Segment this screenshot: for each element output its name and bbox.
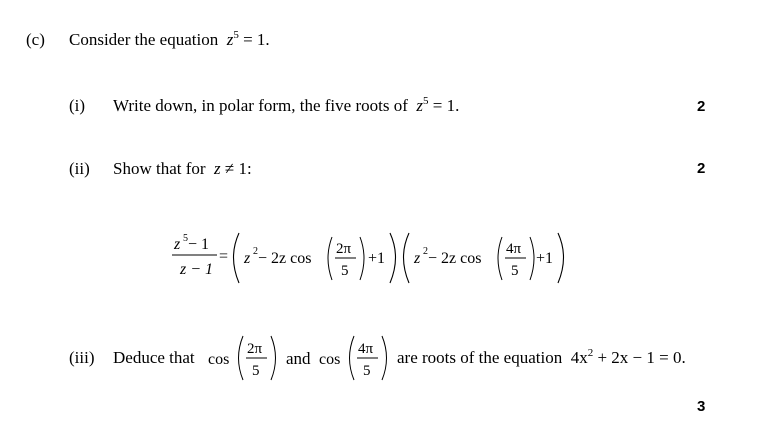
factor1-exponent: 2 <box>253 246 258 257</box>
factor1-inner-left-paren <box>328 237 332 280</box>
part-i-label: (i) <box>69 96 86 115</box>
factor2-z: z <box>414 250 421 267</box>
cos2-frac-numerator: 4π <box>358 341 374 357</box>
part-iii-end-text: are roots of the equation <box>397 348 563 367</box>
factor2-frac-numerator: 4π <box>506 241 522 257</box>
factor2-exponent: 2 <box>423 246 428 257</box>
part-ii-label: (ii) <box>69 159 90 178</box>
factor1-right-paren <box>390 233 396 283</box>
factor2-tail: +1 <box>536 250 554 267</box>
lhs-numerator-z: z <box>174 236 181 253</box>
cos1-frac-numerator: 2π <box>247 341 263 357</box>
part-i-question <box>113 96 459 116</box>
factor2-left-paren <box>404 233 410 283</box>
cos2-frac-denominator: 5 <box>363 363 371 379</box>
lhs-numerator-exponent: 5 <box>183 233 188 244</box>
factor1-frac-numerator: 2π <box>336 241 352 257</box>
lhs-numerator-rest: − 1 <box>188 236 210 253</box>
part-iii-cos-expressions <box>206 332 400 384</box>
cos1-left-paren <box>239 336 244 380</box>
part-iii-label: (iii) <box>69 348 95 367</box>
cos1-label: cos <box>208 351 230 368</box>
factor2-cos-term: − 2z cos <box>428 250 482 267</box>
cos1-frac-denominator: 5 <box>252 363 260 379</box>
factor1-cos-term: − 2z cos <box>258 250 312 267</box>
factor2-frac-denominator: 5 <box>511 263 519 279</box>
cos1-right-paren <box>271 336 276 380</box>
factorisation-identity <box>160 225 580 295</box>
and-text: and <box>286 349 311 368</box>
quadratic-equation: $4x^2 + 2x - 1 = 0$. <box>570 347 686 367</box>
part-ii-question <box>113 159 252 179</box>
part-c-equation: $z^5 = 1$. <box>226 29 270 49</box>
part-ii-condition: z ≠ 1: <box>214 159 252 178</box>
factor2-right-paren <box>558 233 564 283</box>
equals-sign: = <box>219 248 229 265</box>
part-ii-text: Show that for <box>113 159 206 178</box>
factor1-left-paren <box>234 233 240 283</box>
cos2-right-paren <box>382 336 387 380</box>
factor1-frac-denominator: 5 <box>341 263 349 279</box>
factor1-tail: +1 <box>368 250 386 267</box>
part-i-marks: 2 <box>697 98 706 115</box>
part-iii-text-end <box>397 348 686 368</box>
part-c-intro <box>69 30 270 50</box>
lhs-denominator: z − 1 <box>180 261 214 278</box>
part-i-equation: $z^5 = 1$. <box>416 95 460 115</box>
part-iii-text-start: Deduce that <box>113 348 195 367</box>
part-iii-marks: 3 <box>697 398 706 415</box>
cos2-label: cos <box>319 351 341 368</box>
part-ii-marks: 2 <box>697 160 706 177</box>
factor2-inner-right-paren <box>530 237 534 280</box>
part-c-label: (c) <box>26 30 45 49</box>
factor1-inner-right-paren <box>360 237 364 280</box>
part-i-text: Write down, in polar form, the five roots of <box>113 96 408 115</box>
part-c-intro-text: Consider the equation <box>69 30 219 49</box>
factor1-z: z <box>244 250 251 267</box>
factor2-inner-left-paren <box>498 237 502 280</box>
cos2-left-paren <box>350 336 355 380</box>
